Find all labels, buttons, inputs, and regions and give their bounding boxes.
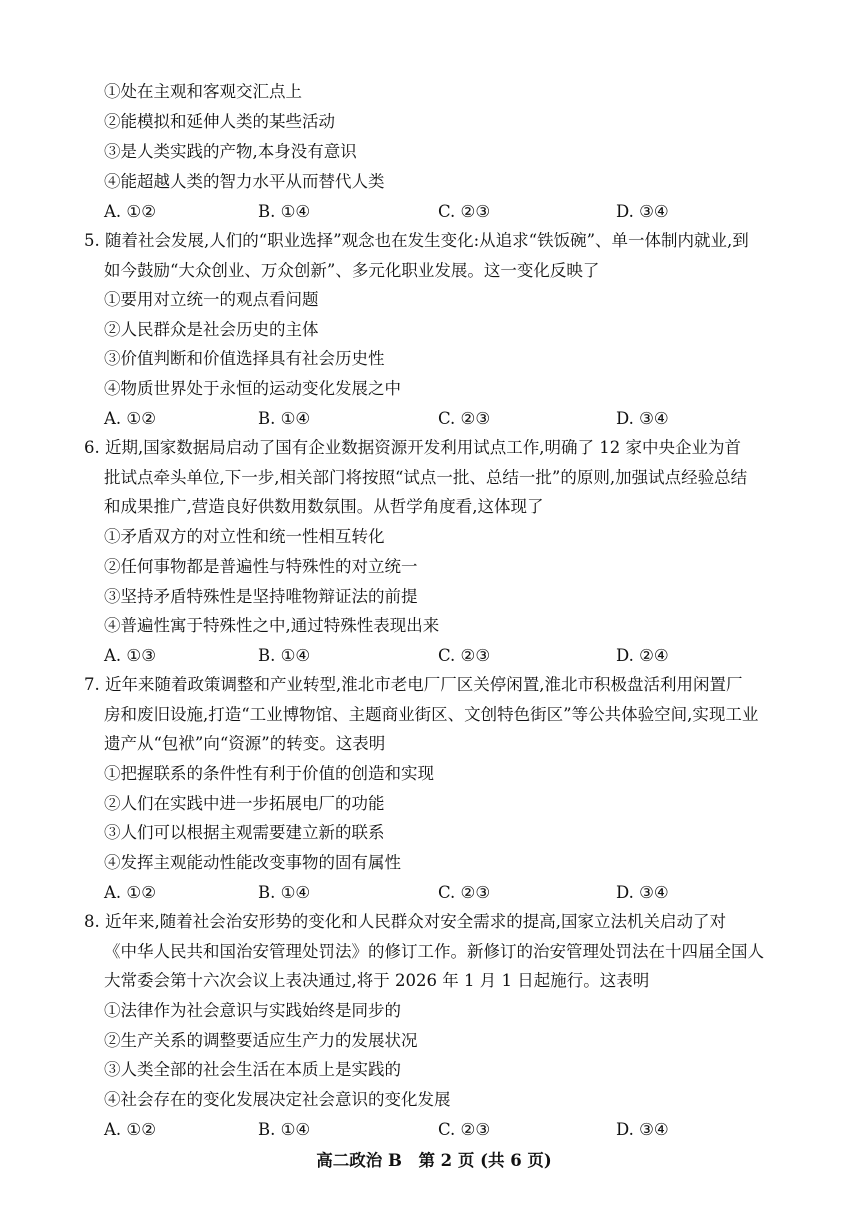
statement: ③价值判断和价值选择具有社会历史性 <box>104 349 385 368</box>
option-b: B. ①④ <box>258 883 311 902</box>
answer-options <box>104 883 704 903</box>
option-d: D. ③④ <box>616 202 669 221</box>
question-text: 7. 近年来随着政策调整和产业转型,淮北市老电厂厂区关停闲置,淮北市积极盘活利用闲置厂 <box>84 675 743 694</box>
statement: ④能超越人类的智力水平从而替代人类 <box>104 172 385 191</box>
statement: ②能模拟和延伸人类的某些活动 <box>104 112 335 131</box>
option-d: D. ③④ <box>616 1120 669 1139</box>
statement: ①处在主观和客观交汇点上 <box>104 82 302 101</box>
option-a: A. ①② <box>104 1120 156 1139</box>
question-text: 房和废旧设施,打造“工业博物馆、主题商业街区、文创特色街区”等公共体验空间,实现工业 <box>104 705 759 724</box>
statement: ①矛盾双方的对立性和统一性相互转化 <box>104 527 385 546</box>
option-c: C. ②③ <box>438 202 491 221</box>
option-c: C. ②③ <box>438 646 491 665</box>
statement: ①要用对立统一的观点看问题 <box>104 290 319 309</box>
question-text: 和成果推广,营造良好供数用数氛围。从哲学角度看,这体现了 <box>104 497 544 516</box>
option-a: A. ①③ <box>104 646 156 665</box>
option-b: B. ①④ <box>258 409 311 428</box>
question-text: 大常委会第十六次会议上表决通过,将于 2026 年 1 月 1 日起施行。这表明 <box>104 971 650 990</box>
statement: ①法律作为社会意识与实践始终是同步的 <box>104 1001 401 1020</box>
statement: ④物质世界处于永恒的运动变化发展之中 <box>104 379 401 398</box>
question-text: 遗产从“包袱”向“资源”的转变。这表明 <box>104 734 386 753</box>
statement: ④发挥主观能动性能改变事物的固有属性 <box>104 853 401 872</box>
statement: ④普遍性寓于特殊性之中,通过特殊性表现出来 <box>104 616 440 635</box>
statement: ③人类全部的社会生活在本质上是实践的 <box>104 1060 401 1079</box>
answer-options <box>104 202 704 222</box>
page-footer: 高二政治 B 第 2 页 (共 6 页) <box>316 1151 552 1170</box>
statement: ③是人类实践的产物,本身没有意识 <box>104 142 357 161</box>
statement: ③坚持矛盾特殊性是坚持唯物辩证法的前提 <box>104 587 418 606</box>
statement: ①把握联系的条件性有利于价值的创造和实现 <box>104 764 434 783</box>
option-d: D. ③④ <box>616 883 669 902</box>
question-text: 批试点牵头单位,下一步,相关部门将按照“试点一批、总结一批”的原则,加强试点经验总结 <box>104 468 748 487</box>
option-d: D. ③④ <box>616 409 669 428</box>
option-c: C. ②③ <box>438 409 491 428</box>
statement: ②人们在实践中进一步拓展电厂的功能 <box>104 794 385 813</box>
statement: ③人们可以根据主观需要建立新的联系 <box>104 823 385 842</box>
statement: ②人民群众是社会历史的主体 <box>104 320 319 339</box>
option-a: A. ①② <box>104 409 156 428</box>
question-text: 5. 随着社会发展,人们的“职业选择”观念也在发生变化:从追求“铁饭碗”、单一体制内就业,到 <box>84 231 749 250</box>
option-a: A. ①② <box>104 883 156 902</box>
option-b: B. ①④ <box>258 646 311 665</box>
option-b: B. ①④ <box>258 1120 311 1139</box>
option-b: B. ①④ <box>258 202 311 221</box>
question-text: 如今鼓励“大众创业、万众创新”、多元化职业发展。这一变化反映了 <box>104 261 600 280</box>
answer-options <box>104 646 704 666</box>
statement: ④社会存在的变化发展决定社会意识的变化发展 <box>104 1090 451 1109</box>
answer-options <box>104 1120 704 1140</box>
question-text: 《中华人民共和国治安管理处罚法》的修订工作。新修订的治安管理处罚法在十四届全国人 <box>104 942 764 961</box>
question-text: 6. 近期,国家数据局启动了国有企业数据资源开发利用试点工作,明确了 12 家中央企业为首 <box>84 438 741 457</box>
answer-options <box>104 409 704 429</box>
question-text: 8. 近年来,随着社会治安形势的变化和人民群众对安全需求的提高,国家立法机关启动了对 <box>84 912 726 931</box>
option-c: C. ②③ <box>438 1120 491 1139</box>
option-a: A. ①② <box>104 202 156 221</box>
statement: ②任何事物都是普遍性与特殊性的对立统一 <box>104 557 418 576</box>
option-d: D. ②④ <box>616 646 669 665</box>
option-c: C. ②③ <box>438 883 491 902</box>
statement: ②生产关系的调整要适应生产力的发展状况 <box>104 1031 418 1050</box>
